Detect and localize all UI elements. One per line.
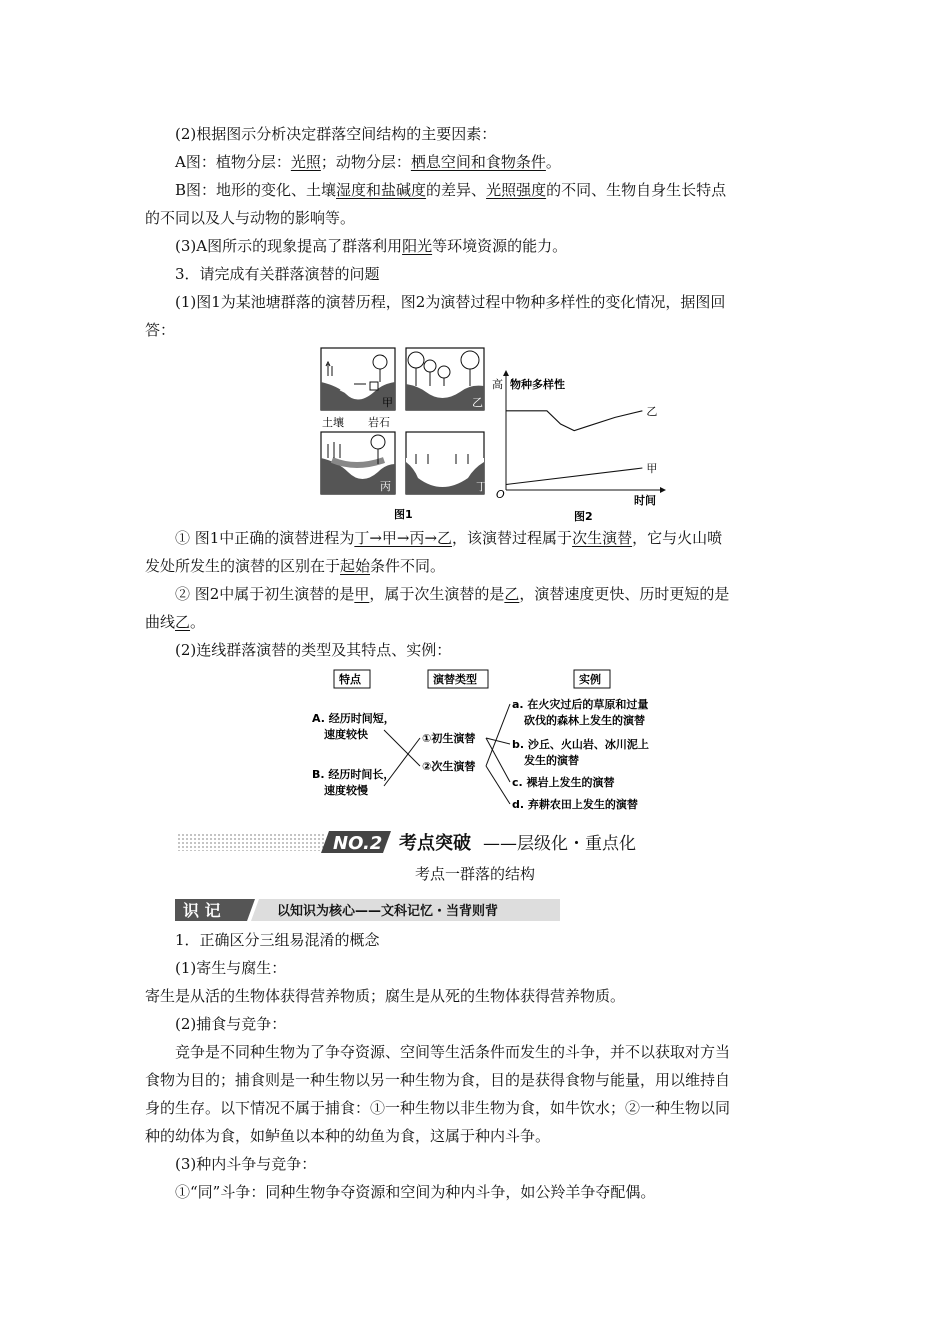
example-d: d. 弃耕农田上发生的演替 [512,798,638,811]
example-b-line1: b. 沙丘、火山岩、冰川泥上 [512,738,649,751]
memorize-text: 以知识为核心——文科记忆・当背则背 [277,904,499,919]
answer-1-cont: 发处所发生的演替的区别在于起始条件不同。 [145,557,446,575]
chart-caption: 图2 [574,510,593,522]
question-3-title: 3．请完成有关群落演替的问题 [175,265,380,283]
example-b-line2: 发生的演替 [524,754,579,767]
fig1-caption: 图1 [394,508,413,521]
header-types: 演替类型 [433,673,477,686]
fig1-label-soil: 土壤 [322,416,344,429]
question-3-1-line1: (1)图1为某池塘群落的演替历程，图2为演替过程中物种多样性的变化情况，据图回 [175,293,726,311]
question-3-1-line2: 答： [145,321,176,339]
chart-series-line-1 [506,411,642,431]
s1-2-line1: 竞争是不同种生物为了争夺资源、空间等生活条件而发生的斗争，并不以获取对方当 [175,1043,731,1061]
type-primary: ①初生演替 [422,732,476,745]
banner-no: NO.2 [333,833,383,854]
header-examples: 实例 [579,673,601,686]
matching-lines [384,704,510,804]
feature-a-line2: 速度较快 [324,728,368,741]
answer-2-cont: 曲线乙。 [145,613,206,631]
answer-2: ② 图2中属于初生演替的是甲，属于次生演替的是乙，演替速度更快、历时更短的是 [175,585,730,603]
fig1-label-ding: 丁 [476,480,487,493]
chart-x-axis-label: 时间 [634,494,656,507]
chart-y-axis-arrow [503,370,509,376]
matching-diagram [306,666,676,814]
fig1-label-rock: 岩石 [368,416,390,429]
chart-origin-label: O [496,488,505,501]
chart-series-label-1: 乙 [646,404,658,418]
s1-2-title: (2)捕食与竞争： [175,1015,287,1033]
type-secondary: ②次生演替 [422,760,476,773]
s1-title: 1．正确区分三组易混淆的概念 [175,931,380,949]
s1-3-title: (3)种内斗争与竞争： [175,1155,317,1173]
feature-b-line2: 速度较慢 [324,784,368,797]
fig1-label-yi: 乙 [472,396,483,409]
feature-a-line1: A. 经历时间短， [312,712,395,725]
banner-subtitle: ——层级化・重点化 [483,834,636,854]
question-3-2: (2)连线群落演替的类型及其特点、实例： [175,641,452,659]
chart-x-axis-arrow [660,487,666,493]
memorize-tag: 识 记 [183,901,221,920]
s1-3-line1: ①“同”斗争：同种生物争夺资源和空间为种内斗争，如公羚羊争夺配偶。 [175,1183,656,1201]
chart-series-label-2: 甲 [646,462,658,475]
chart-y-axis-label: 物种多样性 [510,378,565,391]
para-2-title: (2)根据图示分析决定群落空间结构的主要因素： [175,125,497,143]
s1-1-title: (1)寄生与腐生： [175,959,287,977]
figure-1-succession [318,346,490,522]
example-a-line1: a. 在火灾过后的草原和过量 [512,698,649,711]
s1-2-line4: 种的幼体为食，如鲈鱼以本种的幼鱼为食，这属于种内斗争。 [145,1127,551,1145]
s1-2-line3: 身的生存。以下情况不属于捕食：①一种生物以非生物为食，如牛饮水；②一种生物以同 [145,1099,731,1117]
header-features: 特点 [339,673,361,686]
section-banner [177,829,777,855]
banner-title: 考点突破 [399,833,471,854]
fig1-label-jia: 甲 [382,396,393,409]
chart-y-high-label: 高 [492,378,503,391]
example-c: c. 裸岩上发生的演替 [512,776,615,789]
para-3: (3)A图所示的现象提高了群落利用阳光等环境资源的能力。 [175,237,568,255]
figure-2-chart [492,348,672,522]
chart-series-line-2 [506,468,642,485]
para-b-figure: B图：地形的变化、土壤湿度和盐碱度的差异、光照强度的不同、生物自身生长特点 [175,181,727,199]
fig1-panel-4 [406,432,484,494]
para-a-figure: A图：植物分层：光照；动物分层：栖息空间和食物条件。 [175,153,561,171]
s1-1-text: 寄生是从活的生物体获得营养物质；腐生是从死的生物体获得营养物质。 [145,987,626,1005]
memorize-banner [175,899,560,921]
fig1-label-bing: 丙 [380,480,391,493]
answer-1: ① 图1中正确的演替进程为丁→甲→丙→乙，该演替过程属于次生演替，它与火山喷 [175,529,723,547]
feature-b-line1: B. 经历时间长， [312,768,395,781]
para-b-figure-cont: 的不同以及人与动物的影响等。 [145,209,356,227]
section-title: 考点一群落的结构 [414,865,535,883]
s1-2-line2: 食物为目的；捕食则是一种生物以另一种生物为食，目的是获得食物与能量，用以维持自 [145,1071,731,1089]
example-a-line2: 砍伐的森林上发生的演替 [524,714,645,727]
